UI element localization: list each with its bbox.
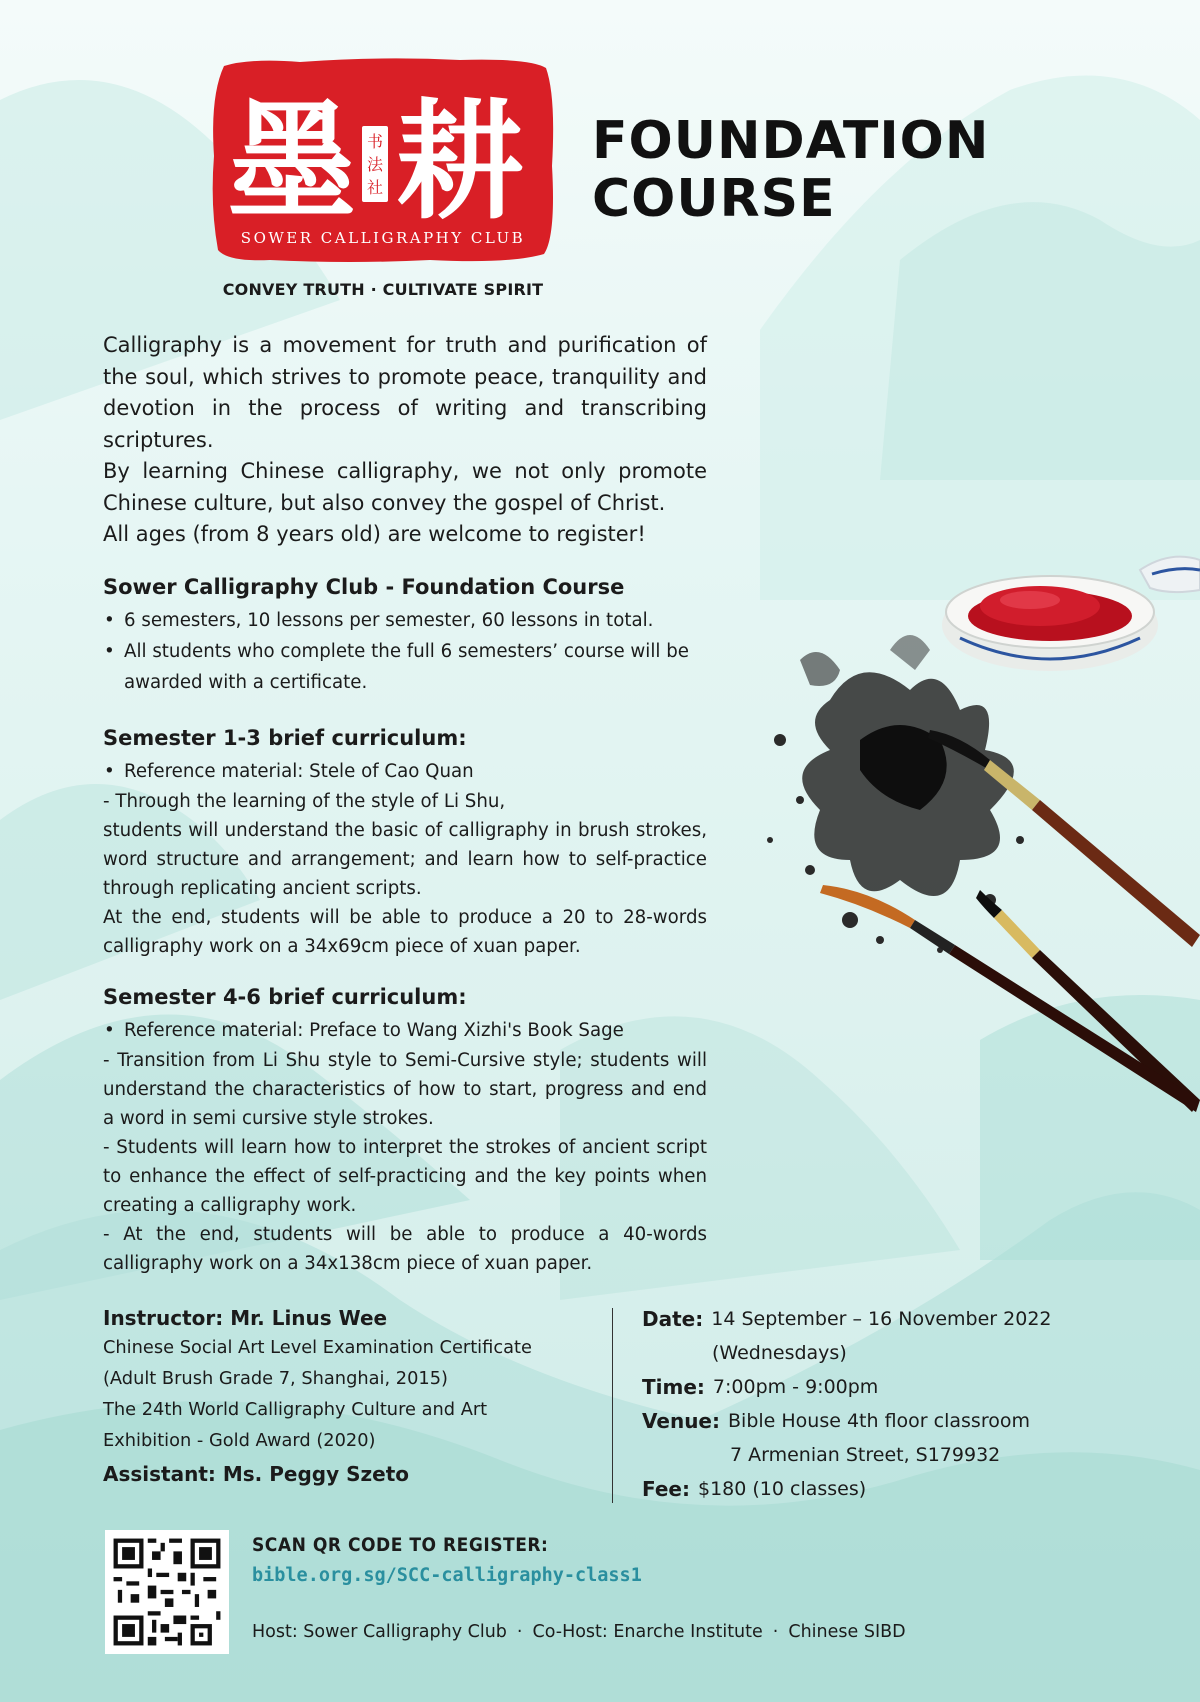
assistant-name: Assistant: Ms. Peggy Szeto: [103, 1462, 409, 1486]
semester-1-3-heading: Semester 1-3 brief curriculum:: [103, 725, 467, 750]
list-item: • All students who complete the full 6 semesters’ course will be awarded with a certificate.: [103, 636, 707, 698]
title-line-2: COURSE: [592, 169, 836, 229]
logo-club-name: SOWER CALLIGRAPHY CLUB: [240, 229, 526, 247]
course-description: [103, 330, 707, 1278]
logo-char-mo: 墨: [227, 87, 357, 237]
date-label: Date:: [642, 1307, 704, 1331]
instructor-credential: (Adult Brush Grade 7, Shanghai, 2015): [103, 1368, 448, 1389]
hosts-line: [252, 1622, 906, 1642]
separator: ·: [772, 1622, 779, 1642]
registration-qr-code[interactable]: [105, 1530, 229, 1654]
instructor-credential: Exhibition - Gold Award (2020): [103, 1430, 376, 1451]
fee-label: Fee:: [642, 1477, 690, 1501]
logo-small-char-2: 法: [366, 155, 384, 174]
semester-4-6-line: - Students will learn how to interpret the strokes of ancient script to enhance the effect of self-practicing and the key points when creating a calligraphy work.: [103, 1136, 707, 1216]
semester-4-6-heading: Semester 4-6 brief curriculum:: [103, 984, 467, 1009]
class-info: [642, 1302, 1102, 1506]
semester-4-6-line: - Transition from Li Shu style to Semi-Cursive style; students will understand the characteristics of how to start, progress and end a word in semi cursive style strokes.: [103, 1049, 707, 1129]
fee-value: $180 (10 classes): [697, 1478, 867, 1500]
list-item: • Reference material: Preface to Wang Xizhi's Book Sage: [103, 1015, 707, 1046]
semester-1-3-line: - Through the learning of the style of Li Shu,: [103, 790, 506, 812]
scan-instruction: SCAN QR CODE TO REGISTER:: [252, 1534, 549, 1556]
venue-label: Venue:: [642, 1409, 720, 1433]
semester-1-3-bullets: [103, 756, 707, 787]
separator: ·: [516, 1622, 523, 1642]
list-item: • Reference material: Stele of Cao Quan: [103, 756, 707, 787]
date-value: 14 September – 16 November 2022: [711, 1308, 1052, 1330]
vertical-divider: [612, 1308, 613, 1503]
instructor-name: Instructor: Mr. Linus Wee: [103, 1306, 388, 1330]
time-label: Time:: [642, 1375, 705, 1399]
course-bullets: [103, 605, 707, 698]
instructor-credential: Chinese Social Art Level Examination Certificate: [103, 1337, 532, 1358]
semester-4-6-bullets: [103, 1015, 707, 1046]
venue-line-1: Bible House 4th floor classroom: [728, 1410, 1030, 1432]
calligraphy-illustration: [740, 540, 1200, 1120]
logo-small-char-1: 书: [366, 132, 384, 151]
club-logo: [210, 56, 556, 264]
intro-paragraph-3: All ages (from 8 years old) are welcome to register!: [103, 522, 646, 546]
intro-paragraph-2: By learning Chinese calligraphy, we not only promote Chinese culture, but also convey the gospel of Christ.: [103, 459, 707, 515]
logo-small-char-3: 社: [366, 178, 384, 197]
list-item: • 6 semesters, 10 lessons per semester, 60 lessons in total.: [103, 605, 707, 636]
intro: [103, 330, 707, 551]
time-value: 7:00pm - 9:00pm: [712, 1376, 879, 1398]
cohost-2-name: Chinese SIBD: [788, 1622, 906, 1642]
calligraphy-seal-logo: [210, 56, 556, 264]
instructor-credential: The 24th World Calligraphy Culture and Art: [103, 1399, 488, 1420]
registration-link[interactable]: bible.org.sg/SCC-calligraphy-class1: [252, 1565, 642, 1586]
semester-1-3-line: students will understand the basic of calligraphy in brush strokes, word structure and arrangement; and learn how to self-practice through replicating ancient scripts.: [103, 819, 707, 899]
semester-4-6-line: - At the end, students will be able to produce a 40-words calligraphy work on a 34x138cm piece of xuan paper.: [103, 1223, 707, 1274]
instructor-section: [103, 1304, 623, 1488]
intro-paragraph-1: Calligraphy is a movement for truth and purification of the soul, which strives to promote peace, tranquility and devotion in the process of writing and transcribing scriptures.: [103, 333, 707, 452]
host-name: Host: Sower Calligraphy Club: [252, 1622, 507, 1642]
semester-1-3-line: At the end, students will be able to produce a 20 to 28-words calligraphy work on a 34x69cm piece of xuan paper.: [103, 906, 707, 957]
cohost-name: Co-Host: Enarche Institute: [532, 1622, 763, 1642]
title-line-1: FOUNDATION: [592, 111, 990, 171]
ink-pad-icon: [942, 557, 1200, 671]
venue-line-2: 7 Armenian Street, S179932: [730, 1444, 1001, 1466]
logo-char-geng: 耕: [395, 87, 525, 237]
tagline: CONVEY TRUTH · CULTIVATE SPIRIT: [222, 280, 544, 299]
qr-code-icon: [105, 1530, 229, 1654]
date-note: (Wednesdays): [712, 1342, 847, 1364]
page-title: [592, 112, 989, 228]
course-heading: Sower Calligraphy Club - Foundation Course: [103, 574, 625, 599]
